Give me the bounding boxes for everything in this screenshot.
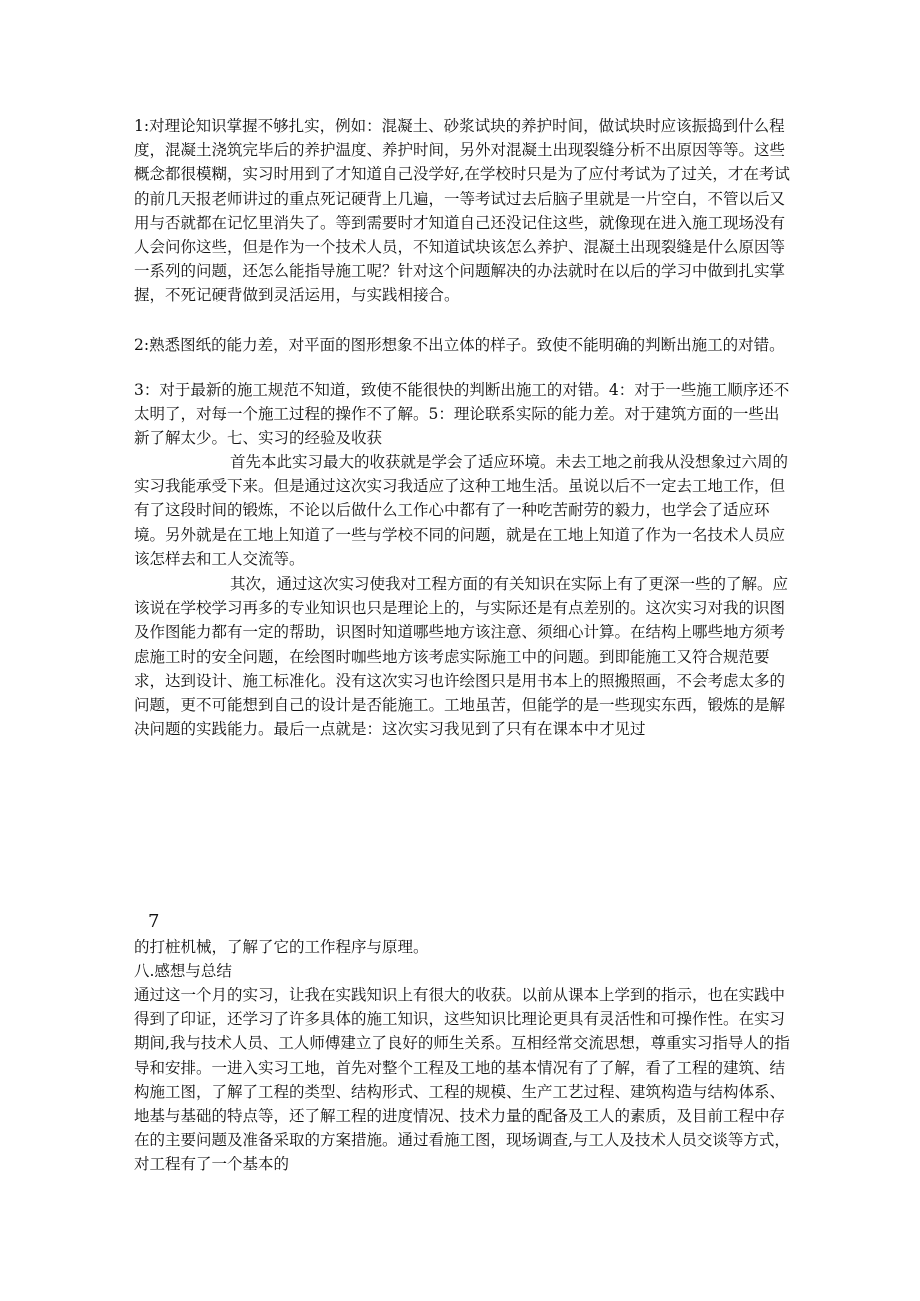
paragraph-second-gain: 其次，通过这次实习使我对工程方面的有关知识在实际上有了更深一些的了解。应该说在学校学习再多的专业知识也只是理论上的，与实际还是有点差别的。这次实习对我的识图及作图能力都有一定的帮助，识图时知道哪些地方该注意、须细心计算。在结构上哪些地方须考虑施工时的安全问题，在绘图时咖些地方该考虑实际施工中的问题。到即能施工又符合规范要求，达到设计、施工标准化。没有这次实习也许绘图只是用书本上的照搬照画，不会考虑太多的问题，更不可能想到自己的设计是否能施工。工地虽苦，但能学的是一些现实东西，锻炼的是解决问题的实践能力。最后一点就是：这次实习我见到了只有在课本中才见过 (134, 575, 789, 739)
section-heading: 八.感想与总结 (134, 962, 232, 980)
paragraph-drawing-skills: 2:熟悉图纸的能力差，对平面的图形想象不出立体的样子。致使不能明确的判断出施工的对错。 (134, 336, 785, 354)
paragraph-construction-codes: 3：对于最新的施工规范不知道，致使不能很快的判断出施工的对错。4：对于一些施工顺序还不太明了，对每一个施工过程的操作不了解。5：理论联系实际的能力差。对于建筑方面的一些出新了解太少。七、实习的经验及收获 (134, 381, 790, 448)
paragraph-first-gain: 首先本此实习最大的收获就是学会了适应环境。未去工地之前我从没想象过六周的实习我能承受下来。但是通过这次实习我适应了这种工地生活。虽说以后不一定去工地工作，但有了这段时间的锻炼，不论以后做什么工作心中都有了一种吃苦耐劳的毅力，也学会了适应环境。另外就是在工地上知道了一些与学校不同的问题，就是在工地上知道了作为一名技术人员应该怎样去和工人交流等。 (134, 453, 789, 568)
paragraph-summary: 通过这一个月的实习，让我在实践知识上有很大的收获。以前从课本上学到的指示，也在实践中得到了印证，还学习了许多具体的施工知识，这些知识比理论更具有灵活性和可操作性。在实习期间,我与技术人员、工人师傅建立了良好的师生关系。互相经常交流思想，尊重实习指导人的指导和安排。一进入实习工地，首先对整个工程及工地的基本情况有了了解，看了工程的建筑、结构施工图，了解了工程的类型、结构形式、工程的规模、生产工艺过程、建筑构造与结构体系、地基与基础的特点等，还了解工程的进度情况、技术力量的配备及工人的素质，及目前工程中存在的主要问题及准备采取的方案措施。通过看施工图，现场调查,与工人及技术人员交谈等方式，对工程有了一个基本的 (134, 986, 790, 1174)
paragraph-theory-knowledge: 1:对理论知识掌握不够扎实，例如：混凝土、砂浆试块的养护时间，做试块时应该振捣到什么程度，混凝土浇筑完毕后的养护温度、养护时间，另外对混凝土出现裂缝分析不出原因等等。这些概念都很模糊，实习时用到了才知道自己没学好,在学校时只是为了应付考试为了过关，才在考试的前几天报老师讲过的重点死记硬背上几遍，一等考试过去后脑子里就是一片空白，不管以后又用与否就都在记忆里消失了。等到需要时才知道自己还没记住这些，就像现在进入施工现场没有人会问你这些，但是作为一个技术人员，不知道试块该怎么养护、混凝土出现裂缝是什么原因等一系列的问题，还怎么能指导施工呢？针对这个问题解决的办法就时在以后的学习中做到扎实掌握，不死记硬背做到灵活运用，与实践相接合。 (134, 117, 790, 305)
paragraph-continuation: 的打桩机械，了解了它的工作程序与原理。 (134, 938, 429, 956)
page-number: 7 (148, 911, 160, 932)
